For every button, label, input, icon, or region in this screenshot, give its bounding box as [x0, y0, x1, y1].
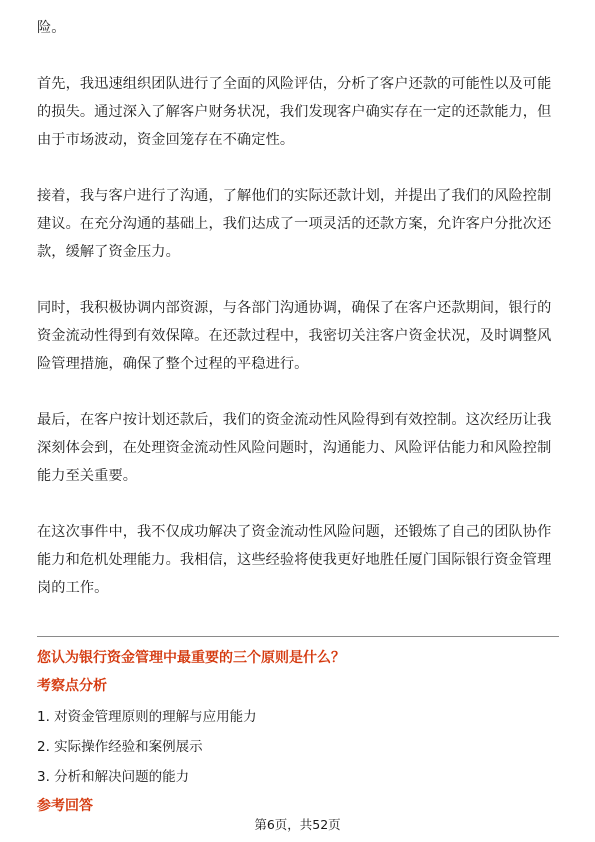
interview-question: 您认为银行资金管理中最重要的三个原则是什么？ [37, 650, 345, 666]
list-item: 2. 实际操作经验和案例展示 [37, 739, 203, 755]
paragraph-first: 首先，我迅速组织团队进行了全面的风险评估，分析了客户还款的可能性以及可能的损失。通过深入了解客户财务状况，我们发现客户确实存在一定的还款能力，但由于市场波动，资金回笼存在不确定性。 [37, 76, 552, 148]
page-number: 第6页，共52页 [254, 817, 341, 832]
list-item: 1. 对资金管理原则的理解与应用能力 [37, 709, 257, 725]
analysis-list [37, 702, 257, 792]
reference-answer-heading: 参考回答 [37, 798, 93, 814]
paragraph-continuation: 险。 [37, 20, 66, 36]
paragraph-conclusion: 在这次事件中，我不仅成功解决了资金流动性风险问题，还锻炼了自己的团队协作能力和危机处理能力。我相信，这些经验将使我更好地胜任厦门国际银行资金管理岗的工作。 [37, 524, 552, 596]
paragraph-meanwhile: 同时，我积极协调内部资源，与各部门沟通协调，确保了在客户还款期间，银行的资金流动性得到有效保障。在还款过程中，我密切关注客户资金状况，及时调整风险管理措施，确保了整个过程的平稳进行。 [37, 300, 552, 372]
section-divider [37, 636, 559, 637]
answer-body [37, 14, 559, 602]
paragraph-next: 接着，我与客户进行了沟通，了解他们的实际还款计划，并提出了我们的风险控制建议。在充分沟通的基础上，我们达成了一项灵活的还款方案，允许客户分批次还款，缓解了资金压力。 [37, 188, 552, 260]
paragraph-finally: 最后，在客户按计划还款后，我们的资金流动性风险得到有效控制。这次经历让我深刻体会到，在处理资金流动性风险问题时，沟通能力、风险评估能力和风险控制能力至关重要。 [37, 412, 552, 484]
analysis-heading: 考察点分析 [37, 678, 107, 694]
list-item: 3. 分析和解决问题的能力 [37, 769, 190, 785]
